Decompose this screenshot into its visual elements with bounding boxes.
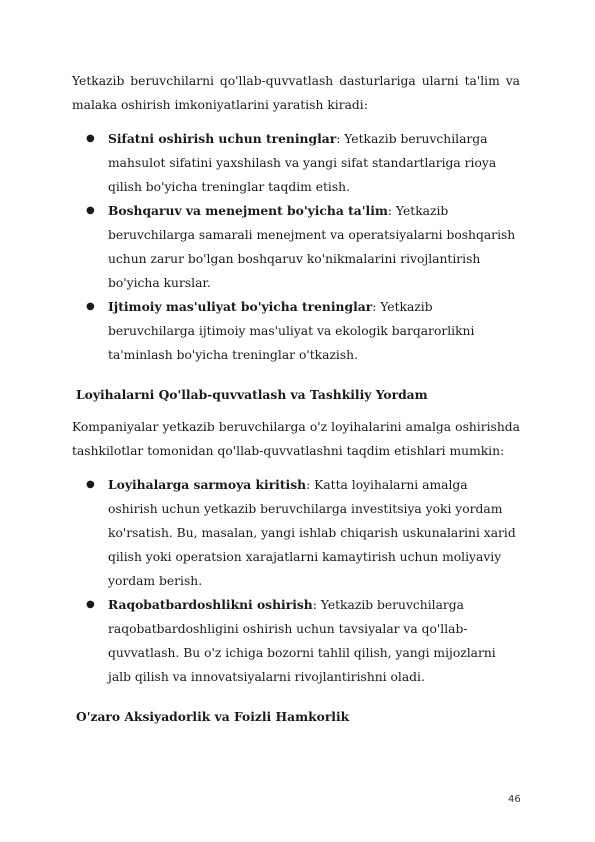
list-item-text: : Katta loyihalarni amalga oshirish uchun yetkazib beruvchilarga investitsiya yoki yordam ko'rsatish. Bu, masalan, yangi ishlab chiqarish uskunalarini xarid qilish yoki operatsion xarajatlarni kamaytirish uchun moliyaviy yordam berish. (108, 478, 516, 588)
list-item-text: : Yetkazib beruvchilarga raqobatbardoshligini oshirish uchun tavsiyalar va qo'llab-quvvatlash. Bu o'z ichiga bozorni tahlil qilish, yangi mijozlarni jalb qilish va innovatsiyalarni rivojlantirishni oladi. (108, 598, 496, 684)
list-item-text: : Yetkazib beruvchilarga ijtimoiy mas'uliyat va ekologik barqarorlikni ta'minlash bo'yicha treninglar o'tkazish. (108, 300, 475, 362)
list-item-title: Boshqaruv va menejment bo'yicha ta'lim (108, 203, 388, 218)
section-paragraph: Kompaniyalar yetkazib beruvchilarga o'z loyihalarini amalga oshirishda tashkilotlar tomonidan qo'llab-quvvatlashni taqdim etishlari mumkin: (72, 420, 520, 458)
page-number: 46 (508, 794, 521, 805)
document-page (72, 60, 520, 737)
bullet-icon: ● (86, 599, 95, 610)
bullet-icon: ● (86, 133, 95, 144)
support-list (72, 473, 520, 689)
list-item (72, 295, 520, 367)
list-item-title: Sifatni oshirish uchun treninglar (108, 131, 337, 146)
list-item (72, 199, 520, 295)
bullet-icon: ● (86, 301, 95, 312)
section-heading: O'zaro Aksiyadorlik va Foizli Hamkorlik (76, 709, 350, 724)
intro-paragraph: Yetkazib beruvchilarni qo'llab-quvvatlash dasturlariga ularni ta'lim va malaka oshirish imkoniyatlarini yaratish kiradi: (72, 74, 520, 112)
section-heading: Loyihalarni Qo'llab-quvvatlash va Tashkiliy Yordam (76, 387, 428, 402)
list-item-title: Ijtimoiy mas'uliyat bo'yicha treninglar (108, 299, 373, 314)
list-item-title: Loyihalarga sarmoya kiritish (108, 477, 307, 492)
list-item (72, 127, 520, 199)
training-list (72, 127, 520, 367)
bullet-icon: ● (86, 479, 95, 490)
list-item (72, 473, 520, 593)
list-item-title: Raqobatbardoshlikni oshirish (108, 597, 313, 612)
list-item-text: : Yetkazib beruvchilarga mahsulot sifatini yaxshilash va yangi sifat standartlariga rioya qilish bo'yicha treninglar taqdim etish. (108, 132, 497, 194)
list-item (72, 593, 520, 689)
bullet-icon: ● (86, 205, 95, 216)
list-item-text: : Yetkazib beruvchilarga samarali menejment va operatsiyalarni boshqarish uchun zarur bo'lgan boshqaruv ko'nikmalarini rivojlantirish bo'yicha kurslar. (108, 204, 516, 290)
